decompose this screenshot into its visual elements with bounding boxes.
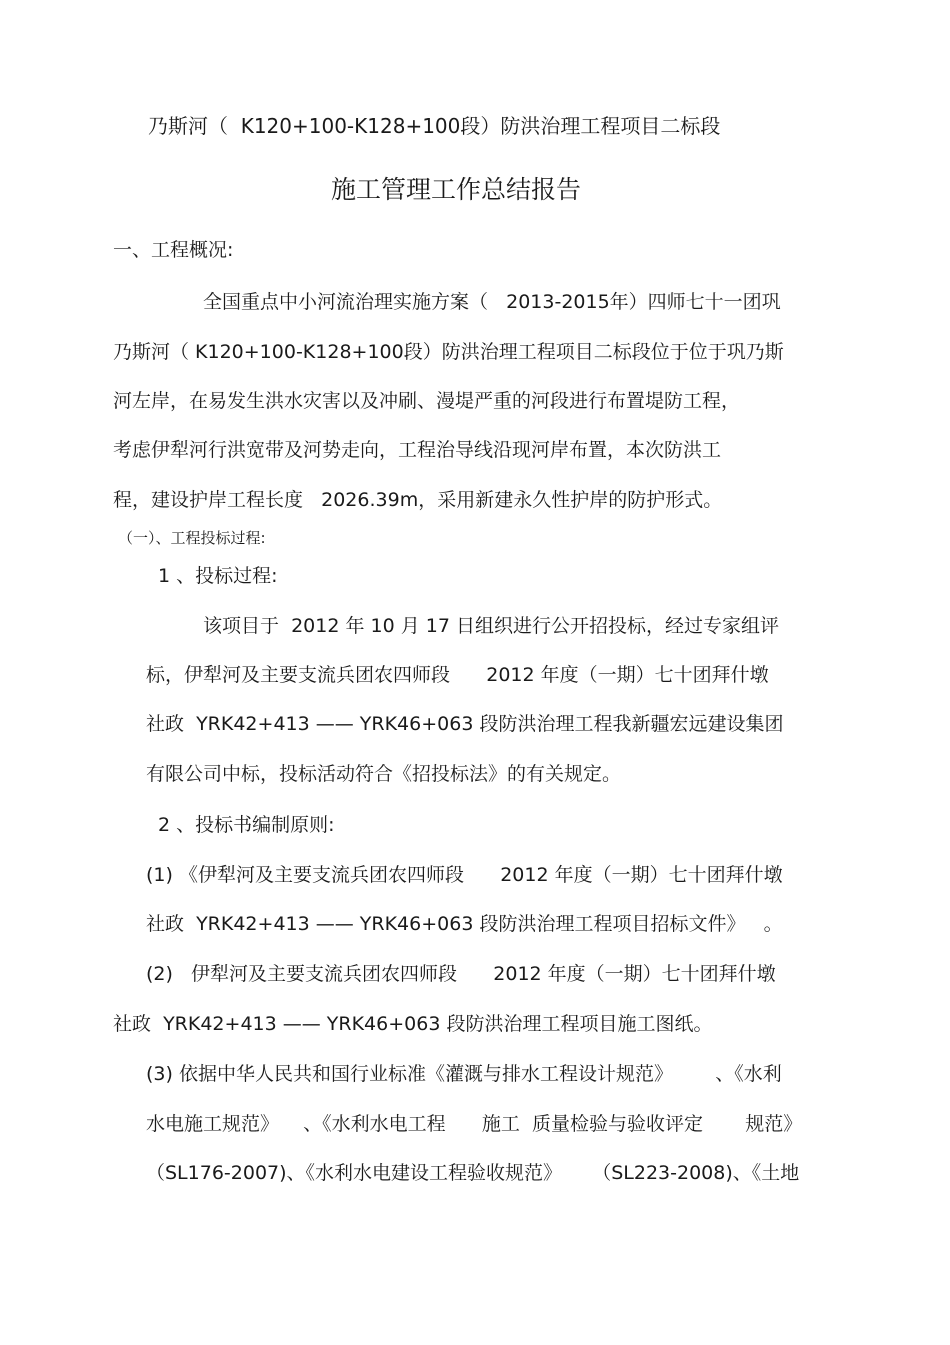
document-title-line2: 施工管理工作总结报告	[331, 175, 582, 204]
overview-line: 程，建设护岸工程长度 2026.39m，采用新建永久性护岸的防护形式。	[113, 489, 723, 511]
bid-principles-line: 社政 YRK42+413 —— YRK46+063 段防洪治理工程项目招标文件》 。	[146, 913, 783, 935]
bid-principles-line: 水电施工规范》 、《水利水电工程 施工 质量检验与验收评定 规范》	[146, 1113, 803, 1135]
bidding-process-line: 该项目于 2012 年 10 月 17 日组织进行公开招投标，经过专家组评	[203, 615, 779, 637]
overview-line: 河左岸，在易发生洪水灾害以及冲刷、漫堤严重的河段进行布置堤防工程，	[113, 390, 741, 412]
bidding-process-line: 社政 YRK42+413 —— YRK46+063 段防洪治理工程我新疆宏远建设集团	[146, 713, 784, 735]
sub-heading-bidding: （一）、工程投标过程:	[118, 529, 266, 547]
bid-principles-line: （SL176-2007)、《水利水电建设工程验收规范》 （SL223-2008)、《土地	[146, 1162, 800, 1184]
bid-principles-line: (3) 依据中华人民共和国行业标准《灌溉与排水工程设计规范》 、《水利	[146, 1063, 782, 1085]
item-heading-bid-principles: 2 、投标书编制原则:	[158, 814, 335, 836]
bidding-process-line: 有限公司中标，投标活动符合《招投标法》的有关规定。	[146, 763, 622, 785]
document-title-line1: 乃斯河（ K120+100-K128+100段）防洪治理工程项目二标段	[148, 114, 721, 138]
bidding-process-line: 标，伊犁河及主要支流兵团农四师段 2012 年度（一期）七十团拜什墩	[146, 664, 769, 686]
bid-principles-line: (2) 伊犁河及主要支流兵团农四师段 2012 年度（一期）七十团拜什墩	[146, 963, 776, 985]
overview-line: 乃斯河（ K120+100-K128+100段）防洪治理工程项目二标段位于位于巩乃斯	[113, 341, 784, 363]
bid-principles-line: (1) 《伊犁河及主要支流兵团农四师段 2012 年度（一期）七十团拜什墩	[146, 864, 783, 886]
bid-principles-line: 社政 YRK42+413 —— YRK46+063 段防洪治理工程项目施工图纸。	[113, 1013, 713, 1035]
section-heading-overview: 一、工程概况:	[113, 239, 234, 261]
overview-line: 考虑伊犁河行洪宽带及河势走向，工程治导线沿现河岸布置，本次防洪工	[113, 439, 722, 461]
overview-line: 全国重点中小河流治理实施方案（ 2013-2015年）四师七十一团巩	[203, 291, 781, 313]
item-heading-bidding-process: 1 、投标过程:	[158, 565, 278, 587]
